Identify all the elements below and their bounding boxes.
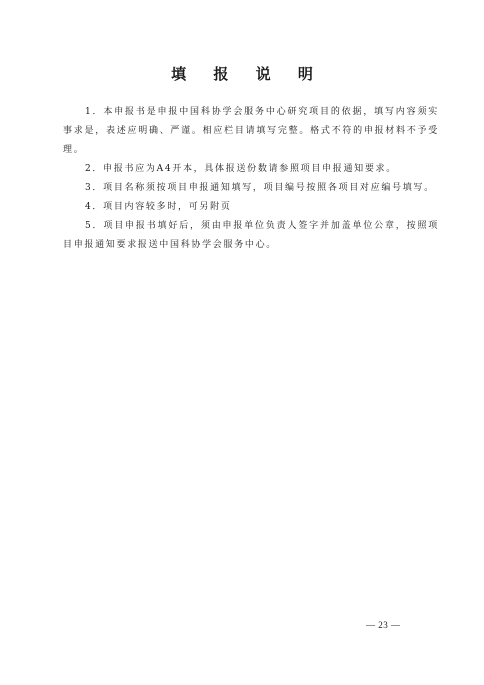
instructions-body: [63, 103, 439, 255]
instruction-paragraph-1: 1．本申报书是申报中国科协学会服务中心研究项目的依据，填写内容须实事求是，表述应明确、严谨。相应栏目请填写完整。格式不符的申报材料不予受理。: [63, 107, 439, 155]
page-title: 填 报 说 明: [171, 65, 324, 83]
instruction-paragraph-4: 4．项目内容较多时，可另附页: [85, 202, 232, 212]
page-number: — 23 —: [366, 620, 401, 630]
instruction-paragraph-3: 3．项目名称须按项目申报通知填写，项目编号按照各项目对应编号填写。: [85, 183, 435, 193]
instruction-paragraph-2: 2．申报书应为A4开本，具体报送份数请参照项目申报通知要求。: [85, 164, 397, 174]
instruction-paragraph-5: 5．项目申报书填好后，须由申报单位负责人签字并加盖单位公章，按照项目申报通知要求报送中国科协学会服务中心。: [63, 221, 439, 250]
